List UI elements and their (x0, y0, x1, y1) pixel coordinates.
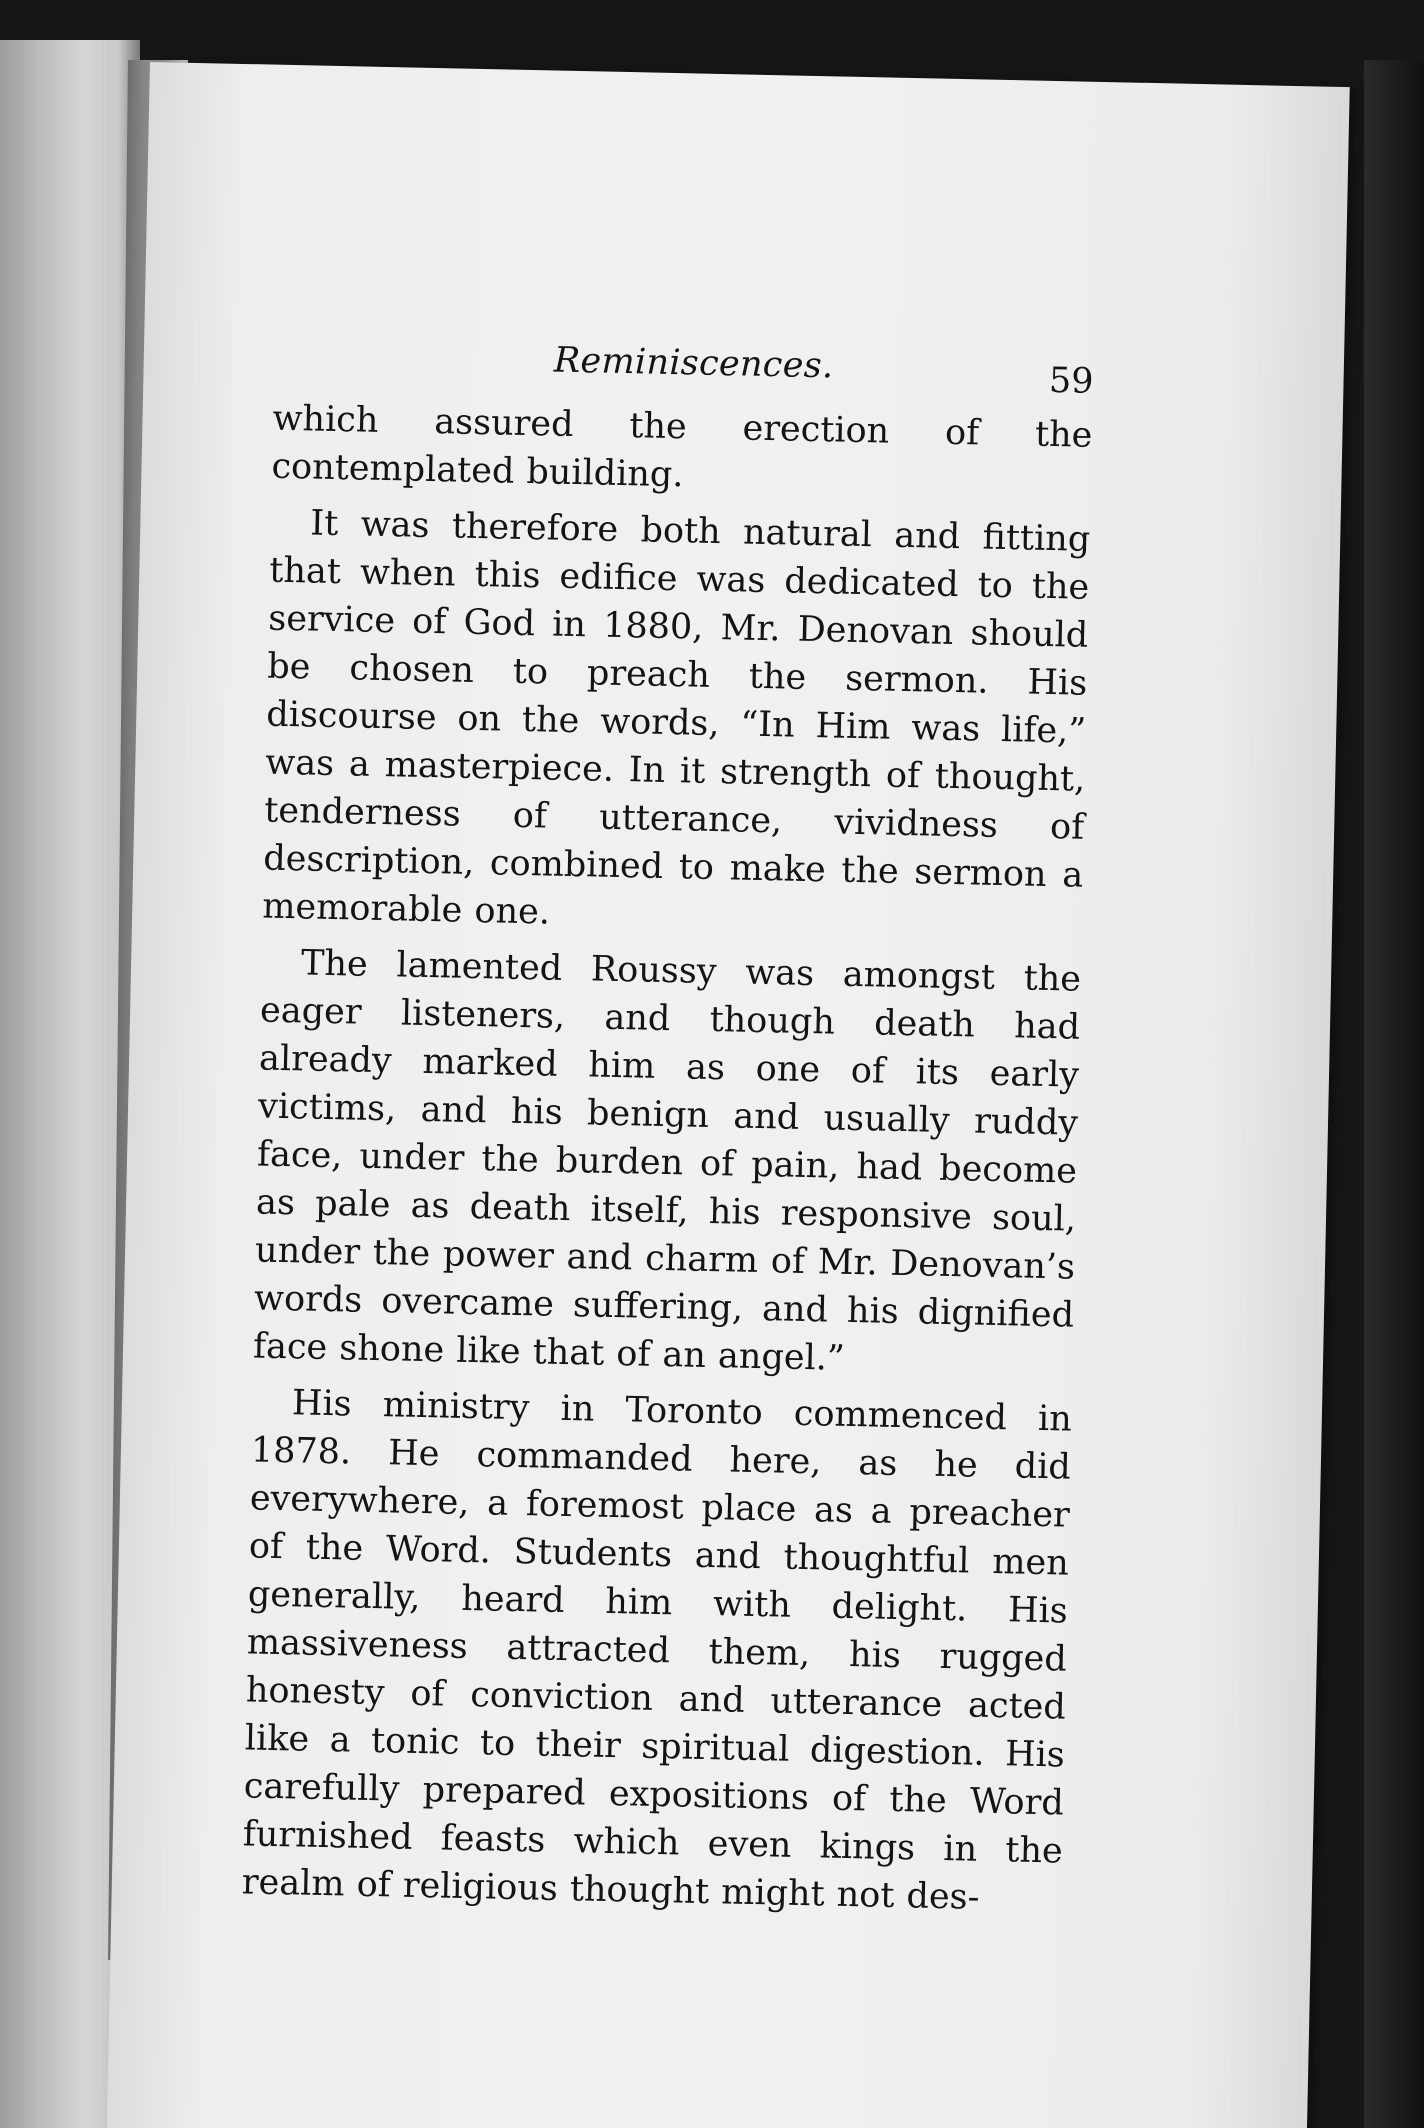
scan-background-edge (1364, 60, 1424, 2128)
paragraph: It was therefore both natural and fitting that when this edifice was dedicated to the service of God in 1880, Mr. Denovan should be chosen to preach the sermon. His discourse on the words, “In Him was life,” was a masterpiece. In it strength of thought, tenderness of utterance, vividness of description, combined to make the sermon a memorable one. (261, 503, 1091, 933)
paragraph: The lamented Roussy was amongst the eager listeners, and though death had already marked him as one of its early victims, and his benign and usually ruddy face, under the burden of pain, had become as pale as death itself, his responsive soul, under the power and charm of Mr. Denovan’s words overcame suffering, and his dignified face shone like that of an angel.” (252, 943, 1082, 1379)
paragraph: which assured the erection of the contemplated building. (271, 398, 1093, 496)
book-page (106, 62, 1349, 2128)
running-title: Reminiscences. (553, 340, 834, 387)
page-number: 59 (1048, 360, 1094, 402)
page-text-block (241, 335, 1094, 1924)
paragraph: His ministry in Toronto commenced in 1878. He commanded here, as he did everywhere, a foremost place as a preacher of the Word. Students and thoughtful men generally, heard him with delight. His massiveness attracted them, his rugged honesty of conviction and utterance acted like a tonic to their spiritual digestion. His carefully prepared expositions of the Word furnished feasts which even kings in the realm of religious thought might not des- (241, 1383, 1073, 1918)
